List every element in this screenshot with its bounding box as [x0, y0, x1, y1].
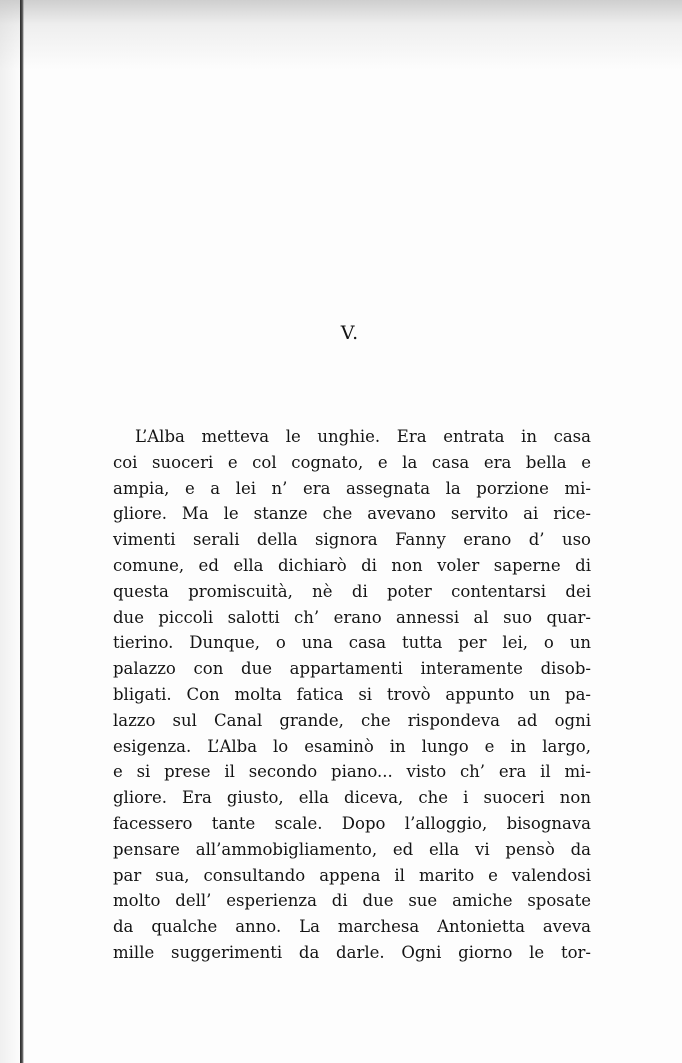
book-spine-edge [20, 0, 24, 1063]
text-line: e si prese il secondo piano... visto ch’ era il mi- [113, 762, 591, 782]
text-line: mille suggerimenti da darle. Ogni giorno le tor- [113, 942, 591, 962]
text-line: facessero tante scale. Dopo l’alloggio, bisognava [113, 813, 591, 833]
text-line: coi suoceri e col cognato, e la casa era bella e [113, 452, 591, 472]
text-line: palazzo con due appartamenti interamente disob- [113, 659, 591, 679]
scan-top-shadow [0, 0, 682, 70]
text-line: da qualche anno. La marchesa Antonietta aveva [113, 917, 591, 937]
text-line: ampia, e a lei n’ era assegnata la porzione mi- [113, 478, 591, 498]
binding-shadow [0, 0, 22, 1063]
body-paragraph [113, 424, 591, 966]
text-line: comune, ed ella dichiarò di non voler saperne di [113, 555, 591, 575]
text-line: vimenti serali della signora Fanny erano d’ uso [113, 530, 591, 550]
text-line: par sua, consultando appena il marito e valendosi [113, 865, 591, 885]
text-line: esigenza. L’Alba lo esaminò in lungo e in largo, [113, 736, 591, 756]
text-line: gliore. Era giusto, ella diceva, che i suoceri non [113, 788, 591, 808]
text-line: questa promiscuità, nè di poter contentarsi dei [113, 581, 591, 601]
text-line: lazzo sul Canal grande, che rispondeva ad ogni [113, 710, 591, 730]
chapter-heading: V. [340, 322, 360, 344]
text-line: gliore. Ma le stanze che avevano servito ai rice- [113, 504, 591, 524]
text-line: bligati. Con molta fatica si trovò appunto un pa- [113, 684, 591, 704]
text-line: pensare all’ammobigliamento, ed ella vi pensò da [113, 839, 591, 859]
text-line: due piccoli salotti ch’ erano annessi al suo quar- [113, 607, 591, 627]
text-line: tierino. Dunque, o una casa tutta per lei, o un [113, 633, 591, 653]
text-line: molto dell’ esperienza di due sue amiche sposate [113, 891, 591, 911]
text-line: L’Alba metteva le unghie. Era entrata in casa [135, 427, 591, 446]
